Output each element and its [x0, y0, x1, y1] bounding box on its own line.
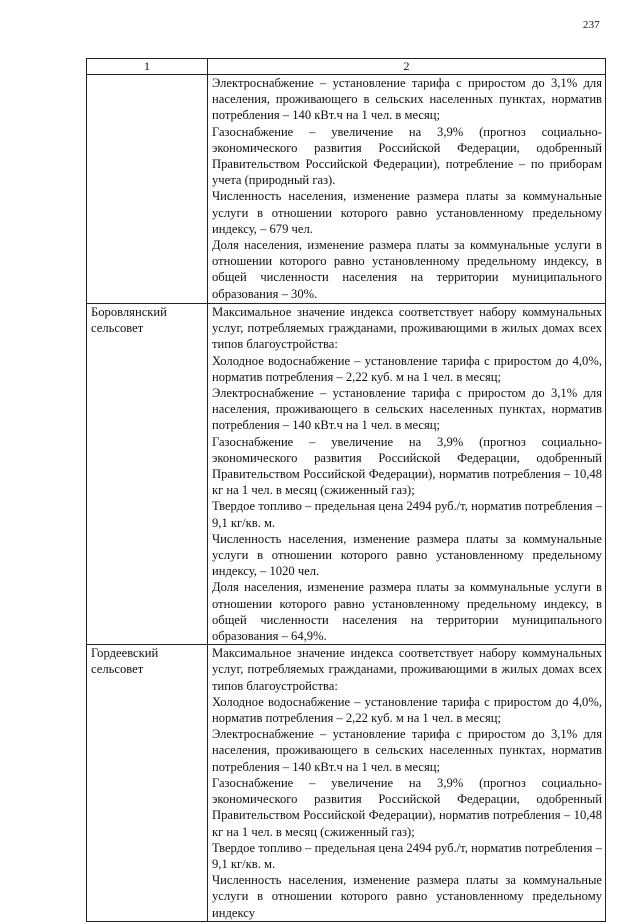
municipality-name: Боровлянский сельсовет	[87, 304, 208, 645]
table-header-row	[87, 59, 606, 75]
header-col-1: 1	[87, 59, 208, 75]
paragraph: Численность населения, изменение размера платы за коммунальные услуги в отношении которого равно установленному предельному индексу, – 679 чел.	[212, 189, 602, 236]
tariff-table	[86, 58, 606, 922]
paragraph: Твердое топливо – предельная цена 2494 руб./т, норматив потребления – 9,1 кг/кв. м.	[212, 499, 602, 530]
tariff-description	[208, 645, 606, 921]
page-number: 237	[582, 19, 600, 31]
paragraph: Максимальное значение индекса соответствует набору коммунальных услуг, потребляемых гражданами, проживающими в жилых домах всех типов благоустройства:	[212, 646, 602, 693]
paragraph: Газоснабжение – увеличение на 3,9% (прогноз социально-экономического развития Российской Федерации, одобренный Правительством Российской Федерации), норматив потребления – 10,48 кг на 1 чел. в месяц (сжиженный газ);	[212, 775, 602, 839]
paragraph: Газоснабжение – увеличение на 3,9% (прогноз социально-экономического развития Российской Федерации, одобренный Правительством Российской Федерации), потребление – по приборам учета (природный газ).	[212, 124, 602, 188]
paragraph: Доля населения, изменение размера платы за коммунальные услуги в отношении которого равно установленному предельному индексу, в общей численности населения на территории муниципального образования – 30%.	[212, 238, 602, 301]
paragraph: Максимальное значение индекса соответствует набору коммунальных услуг, потребляемых гражданами, проживающими в жилых домах всех типов благоустройства:	[212, 305, 602, 352]
tariff-description	[208, 304, 606, 645]
municipality-name: Гордеевский сельсовет	[87, 645, 208, 921]
paragraph: Холодное водоснабжение – установление тарифа с приростом до 4,0%, норматив потребления – 2,22 куб. м на 1 чел. в месяц;	[212, 353, 602, 384]
paragraph: Электроснабжение – установление тарифа с приростом до 3,1% для населения, проживающего в сельских населенных пунктах, норматив потребления – 140 кВт.ч на 1 чел. в месяц;	[212, 76, 602, 123]
table-row	[87, 75, 606, 304]
paragraph: Газоснабжение – увеличение на 3,9% (прогноз социально-экономического развития Российской Федерации, одобренный Правительством Российской Федерации), норматив потребления – 10,48 кг на 1 чел. в месяц (сжиженный газ);	[212, 434, 602, 498]
paragraph: Электроснабжение – установление тарифа с приростом до 3,1% для населения, проживающего в сельских населенных пунктах, норматив потребления – 140 кВт.ч на 1 чел. в месяц;	[212, 727, 602, 774]
header-col-2: 2	[208, 59, 606, 75]
paragraph: Доля населения, изменение размера платы за коммунальные услуги в отношении которого равно установленному предельному индексу, в общей численности населения на территории муниципального образования – 64,9%.	[212, 580, 602, 644]
paragraph: Численность населения, изменение размера платы за коммунальные услуги в отношении которого равно установленному предельному индексу	[212, 873, 602, 920]
table-row	[87, 304, 606, 645]
tariff-description	[208, 75, 606, 304]
paragraph: Холодное водоснабжение – установление тарифа с приростом до 4,0%, норматив потребления – 2,22 куб. м на 1 чел. в месяц;	[212, 694, 602, 726]
paragraph: Электроснабжение – установление тарифа с приростом до 3,1% для населения, проживающего в сельских населенных пунктах, норматив потребления – 140 кВт.ч на 1 чел. в месяц;	[212, 386, 602, 433]
paragraph: Численность населения, изменение размера платы за коммунальные услуги в отношении которого равно установленному предельному индексу, – 1020 чел.	[212, 531, 602, 579]
table-row	[87, 645, 606, 921]
paragraph: Твердое топливо – предельная цена 2494 руб./т, норматив потребления – 9,1 кг/кв. м.	[212, 840, 602, 871]
municipality-name	[87, 75, 208, 304]
